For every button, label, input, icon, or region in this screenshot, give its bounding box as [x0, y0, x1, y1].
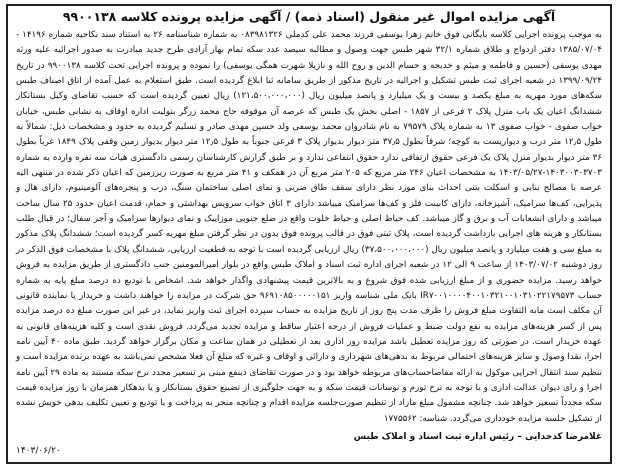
- notice-title: آگهی مزایده اموال غیر منقول (اسناد ذمه) / آگهی مزایده پرونده کلاسه ۹۹۰۰۱۳۸: [62, 9, 556, 24]
- notice-body: [16, 28, 602, 427]
- auction-notice: [6, 4, 612, 464]
- notice-date: ۱۴۰۳/۰۶/۲۰: [16, 446, 61, 456]
- notice-footer: [16, 430, 602, 458]
- tracking-id: شناسه: ۱۷۷۵۵۶۲: [383, 413, 448, 424]
- notice-body-text: به موجب پرونده اجرایی کلاسه بایگانی فوق خانم زهرا یوسفی فرزند محمد علی کدملی ۰۸۳۹۸۱۳۲۶ به شماره شناسنامه ۲۶ به استناد سند نکاحیه شماره ۱۴۱۹۶ - ۱۳۸۵/۰۷/۰۴ دفتر ازدواج و طلاق شماره ۳۲/۱ شهر طبس جهت وصول و مطالبه سیصد عدد سکه تمام بهار آزادی طرح جدید مبادرت به صدور اجرائیه علیه ورثه مهدی یوسفی (حسین و فاطمه و میثم و خدیجه و حسام الدین و روح الله و نازیلا شهرت همگی یوسفی) را نموده و پرونده اجرایی تحت کلاسه ۹۹۰۰۱۳۸ در تاریخ ۱۳۹۹/۰۹/۲۴ در شعبه اجرای ثبت طبس تشکیل و اجرائیه در تاریخ مذکور از طریق سامانه ثنا ابلاغ گردیده است. طبق استعلام به عمل آمده از اتاق اصناف طبس سکه‌های مورد مهریه به مبلغ یکصد و بیست و یک میلیارد و پانصد میلیون ریال (۱۲۱،۵۰۰،۰۰۰،۰۰۰) ریال تعیین گردیده است که حسب تقاضای وکیل بستانکار ششدانگ اعیان یک باب منزل پلاک ۲ فرعی از ۱۸۵۷ - اصلی بخش یک طبس که عرصه آن موقوفه حاج محمد زرگر بتولیت اداره اوقاف به نشانی طبس، خیابان خواب صفوی - خواب صفوی ۱۳ به شماره پلاک ۷۹۵۷۹ به نام شادروان محمد یوسفی ولد حسین مهدی صادر و تسلیم گردیده به حدود و مشخصات ذیل: شمالاً به طول ۱۲٫۵ متر درب و دیواریست به کوچه؛ شرقاً بطول ۳۷٫۵ متر دیوار بدیوار پلاک ۳ فرعی جنوباً به طول ۱۲٫۵ متر دیوار بدیوار زمین وقفی پلاک ۱۸۴۹ غرباً بطول ۳۶ متر دیوار بدیوار منزل پلاک یک فرعی حقوق ارتفاقی ندارد حقوق انتفاعی ندارد و بر طبق گزارش کارشناسان رسمی دادگستری هیات سه نفره وارده به شماره ۱۴۰۳۰۰۳۰۳۷۰۳-۱۴۰۳/۰۵/۲۷ به مشخصات اعیان ۲۴۶ متر مربع که ۲۰۵ متر مربع آن در همکف و ۴۱ متر مربع به صورت زیرزمین که اعیان ذکر شده در منتهی الیه عرصه با مصالح بنایی و اسکلت بتنی احداث بنای مورد نظر دارای سقف طاق ضربی و نمای اصلی ساختمان سنگ، درب و پنجره‌های آلومینیوم، دارای هال و پذیرایی، کف‌ها سرامیک، آشپزخانه، دارای کابینت فلز و کف‌ها سرامیک میباشد دارای ۳ اتاق خواب سرویس بهداشتی و حمام، قدمت اعیان حدود ۲۵ سال ساخت میباشد و دارای انشعابات آب و برق و گاز میباشد. کف حیاط اصلی و حیاط خلوت واقع در ضلع جنوبی موزاییک و نمای دیوارها سرامیک و آجر سفال؛ در قبال طلب بستانکار و هزینه های اجرایی بازداشت گردیده است، پلاک ثبتی فوق در قالب پرونده فوق بدون در نظر گرفتن مبلغ مهریه کسر گردیده است؛ ششدانگ پلاک مذکور به مبلغ سی و هفت میلیارد و پانصد میلیون ریال (۳۷،۵۰۰،۰۰۰،۰۰۰) ریال ارزیابی گردیده است با توجه به قطعیت ارزیابی، ششدانگ پلاک با مشخصات فوق الذکر در روز دوشنبه ۱۴۰۳/۰۷/۰۲ از ساعت ۹ الی ۱۲ در شعبه اجرای اداره ثبت اسناد و املاک طبس واقع در بلوار امیرالمومنین جنب دادگستری از طریق مزایده به فروش خواهد رسید. مزایده حضوری و از مبلغ ارزیابی شده فوق شروع و به بالاترین قیمت پیشنهادی واگذار خواهد شد. اشخاص با تودیع ده درصد مبلغ پایه به شماره حساب IR۷۰۰۱۰۰۰۰۴۰۰۱۰۳۲۱۰۰۱۰۳۱۰۲۲۱۷۹۵۷۳ بانک ملی شناسه واریز ۹۶۹۱۰۸۵۰۰۰۰۰۱۵۱ حق شرکت در مزایده را خواهند داشت و خریدار یا نماینده قانونی آن مکلف است مابه التفاوت مبلغ فروش را ظرف مدت پنج روز از تاریخ مزایده به حساب سپرده اجرای ثبت واریز نماید، در غیر این صورت مبلغ ده درصد مزایده پس از کسر هزینه‌های مزایده به نفع دولت ضبط و عملیات فروش از درجه اعتبار ساقط و مزایده تجدید می‌گردد. فروش نقدی است و کلیه هزینه‌های قانونی به عهده خریدار است. در صورتی که روز مزایده تعطیل باشد مزایده روز اداری بعد از تعطیلی در همان ساعت و مکان برگزار خواهد گردید. طبق ماده ۴۰ آیین نامه اجرا، نقدا وصول و سایر هزینه‌های احتمالی مربوط به بدهی‌های شهرداری و دارائی و اوقاف و غیره که مبلغ آن فعلا مشخص نمی‌باشد به عهده برنده مزایده است و تنظیم سند انتقال اجرایی موکول به ارائه مفاصاحساب‌های مربوطه خواهد بود و در صورت تقاضای ذینفع مبنی بر تسعیر مجدد نرخ سکه مستند به ماده ۲۹ آیین نامه اجرا و رای دیوان عدالت اداری و با توجه به نرخ تورم و نوسانات قیمت سکه و به جهت جلوگیری از تضییع حقوق بستانکار و یا بدهکار همزمان با روز مزایده قیمت سکه مجدداً تسعیر خواهد شد. چنانچه مشمول مبلغ مازاد از تنظیم صورت‌جلسه مزایده اقدام و چنانچه منجر به پرداخت و یا تودیع و تعیین تکلیف بدهی خویش نشده از تشکیل جلسه مزایده خودداری می‌گردد.: [16, 30, 603, 424]
- signature: غلامرضا کدخدایی – رئیس اداره ثبت اسناد و املاک طبس: [353, 432, 602, 442]
